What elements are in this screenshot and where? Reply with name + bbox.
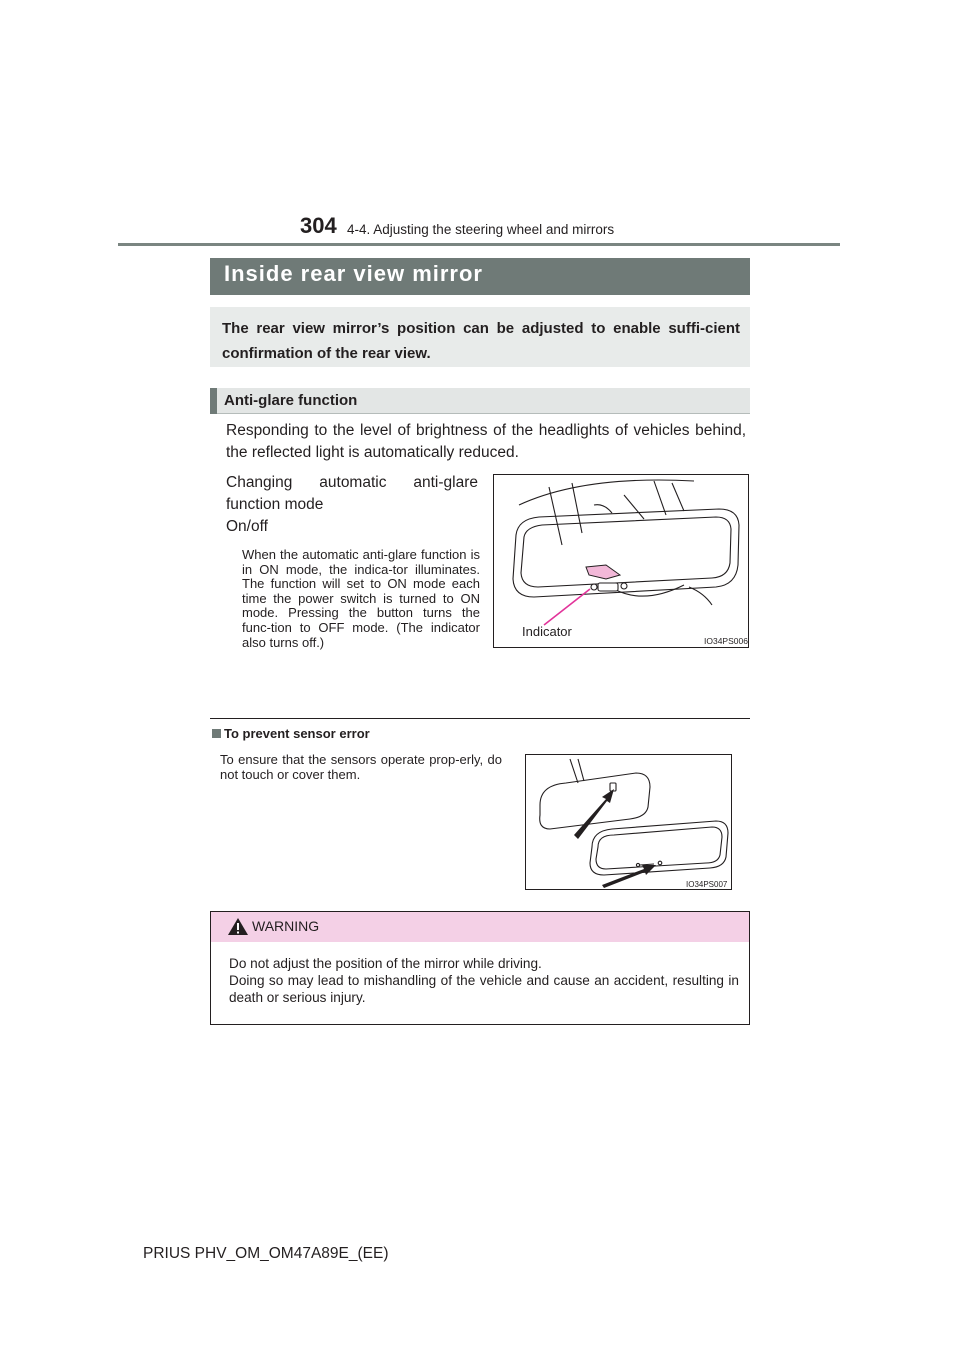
warning-line-2: Doing so may lead to mishandling of the vehicle and cause an accident, resulting in death or serious injury. bbox=[229, 973, 739, 1005]
intro-text: The rear view mirror’s position can be adjusted to enable suffi-cient confirmation of the rear view. bbox=[222, 320, 740, 362]
indicator-label: Indicator bbox=[522, 624, 572, 639]
sensor-heading: To prevent sensor error bbox=[224, 726, 370, 741]
warning-text bbox=[229, 955, 739, 1006]
warning-label: WARNING bbox=[252, 918, 320, 934]
mirror-indicator-figure bbox=[493, 474, 749, 648]
figure-code-1: IO34PS006 bbox=[704, 636, 748, 646]
sensor-figure bbox=[525, 754, 732, 890]
mirror-illustration bbox=[494, 475, 748, 647]
onoff-label: On/off bbox=[226, 518, 268, 535]
warning-line-1: Do not adjust the position of the mirror while driving. bbox=[229, 956, 542, 971]
figure-code-2: IO34PS007 bbox=[686, 880, 728, 889]
page-title: Inside rear view mirror bbox=[224, 261, 483, 286]
warning-triangle-icon bbox=[227, 917, 249, 936]
subheading-anti-glare: Anti-glare function bbox=[224, 392, 358, 409]
sensor-illustration bbox=[526, 755, 731, 889]
section-divider bbox=[210, 718, 750, 719]
changing-mode-heading: Changing automatic anti-glare function mode bbox=[226, 474, 478, 513]
footer-document-id: PRIUS PHV_OM_OM47A89E_(EE) bbox=[143, 1245, 389, 1262]
anti-glare-note: When the automatic anti-glare function is in ON mode, the indica-tor illuminates. The function will set to ON mode each time the power switch is turned to ON mode. Pressing the button turns the func-tion to OFF mode. (The indicator also turns off.) bbox=[242, 547, 480, 650]
section-title: 4-4. Adjusting the steering wheel and mirrors bbox=[347, 222, 615, 237]
page-number: 304 bbox=[300, 213, 337, 238]
header-rule bbox=[118, 243, 840, 246]
sensor-text: To ensure that the sensors operate prop-erly, do not touch or cover them. bbox=[220, 752, 502, 782]
subheading-marker bbox=[210, 388, 217, 414]
anti-glare-description: Responding to the level of brightness of the headlights of vehicles behind, the reflected light is automatically reduced. bbox=[226, 422, 746, 461]
bullet-square-icon bbox=[212, 729, 221, 738]
